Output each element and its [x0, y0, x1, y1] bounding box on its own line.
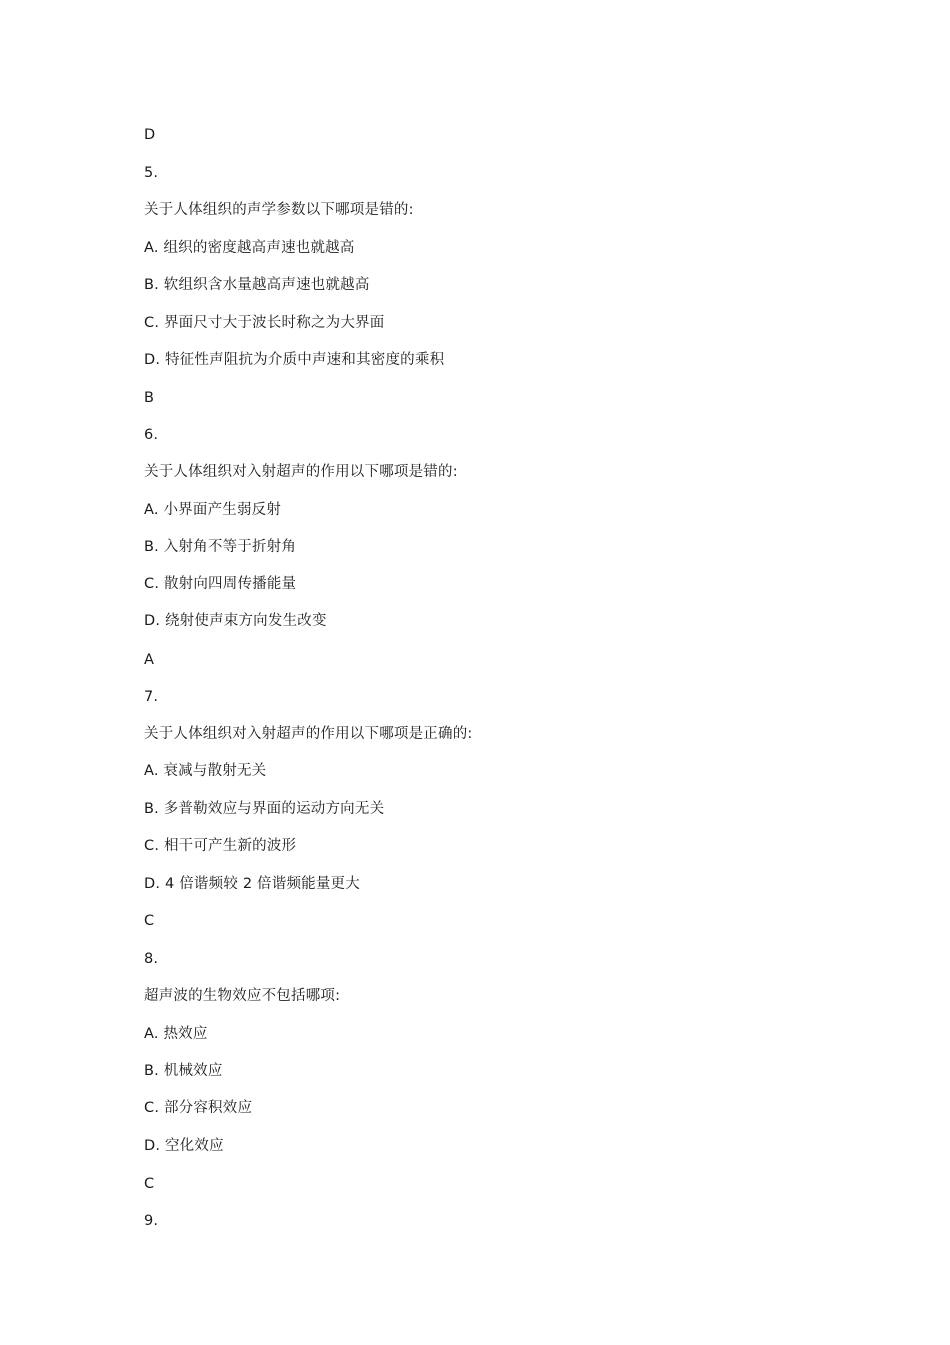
- question-6-stem: 关于人体组织对入射超声的作用以下哪项是错的:: [144, 464, 458, 480]
- question-6-option-a: A. 小界面产生弱反射: [144, 502, 282, 518]
- question-8-option-c: C. 部分容积效应: [144, 1100, 253, 1116]
- question-5-option-b: B. 软组织含水量越高声速也就越高: [144, 277, 370, 293]
- answer-7: C: [144, 913, 155, 929]
- question-7-stem: 关于人体组织对入射超声的作用以下哪项是正确的:: [144, 726, 473, 742]
- question-5-number: 5.: [144, 165, 159, 181]
- question-5-option-d: D. 特征性声阻抗为介质中声速和其密度的乘积: [144, 352, 445, 368]
- answer-6: A: [144, 652, 155, 668]
- question-6-option-c: C. 散射向四周传播能量: [144, 576, 297, 592]
- question-8-number: 8.: [144, 951, 159, 967]
- question-8-stem: 超声波的生物效应不包括哪项:: [144, 988, 341, 1004]
- answer-5: B: [144, 390, 155, 406]
- question-7-option-a: A. 衰减与散射无关: [144, 763, 267, 779]
- question-6-option-d: D. 绕射使声束方向发生改变: [144, 613, 327, 629]
- question-8-option-b: B. 机械效应: [144, 1063, 223, 1079]
- question-7-option-c: C. 相干可产生新的波形: [144, 838, 297, 854]
- question-5-stem: 关于人体组织的声学参数以下哪项是错的:: [144, 202, 414, 218]
- question-9-number: 9.: [144, 1213, 159, 1229]
- question-7-option-d: D. 4 倍谐频较 2 倍谐频能量更大: [144, 876, 360, 892]
- question-5-option-c: C. 界面尺寸大于波长时称之为大界面: [144, 315, 385, 331]
- answer-4: D: [144, 127, 156, 143]
- answer-8: C: [144, 1176, 155, 1192]
- question-8-option-d: D. 空化效应: [144, 1138, 224, 1154]
- question-8-option-a: A. 热效应: [144, 1026, 208, 1042]
- question-7-option-b: B. 多普勒效应与界面的运动方向无关: [144, 801, 385, 817]
- question-5-option-a: A. 组织的密度越高声速也就越高: [144, 240, 355, 256]
- question-7-number: 7.: [144, 689, 159, 705]
- question-6-number: 6.: [144, 427, 159, 443]
- question-6-option-b: B. 入射角不等于折射角: [144, 539, 297, 555]
